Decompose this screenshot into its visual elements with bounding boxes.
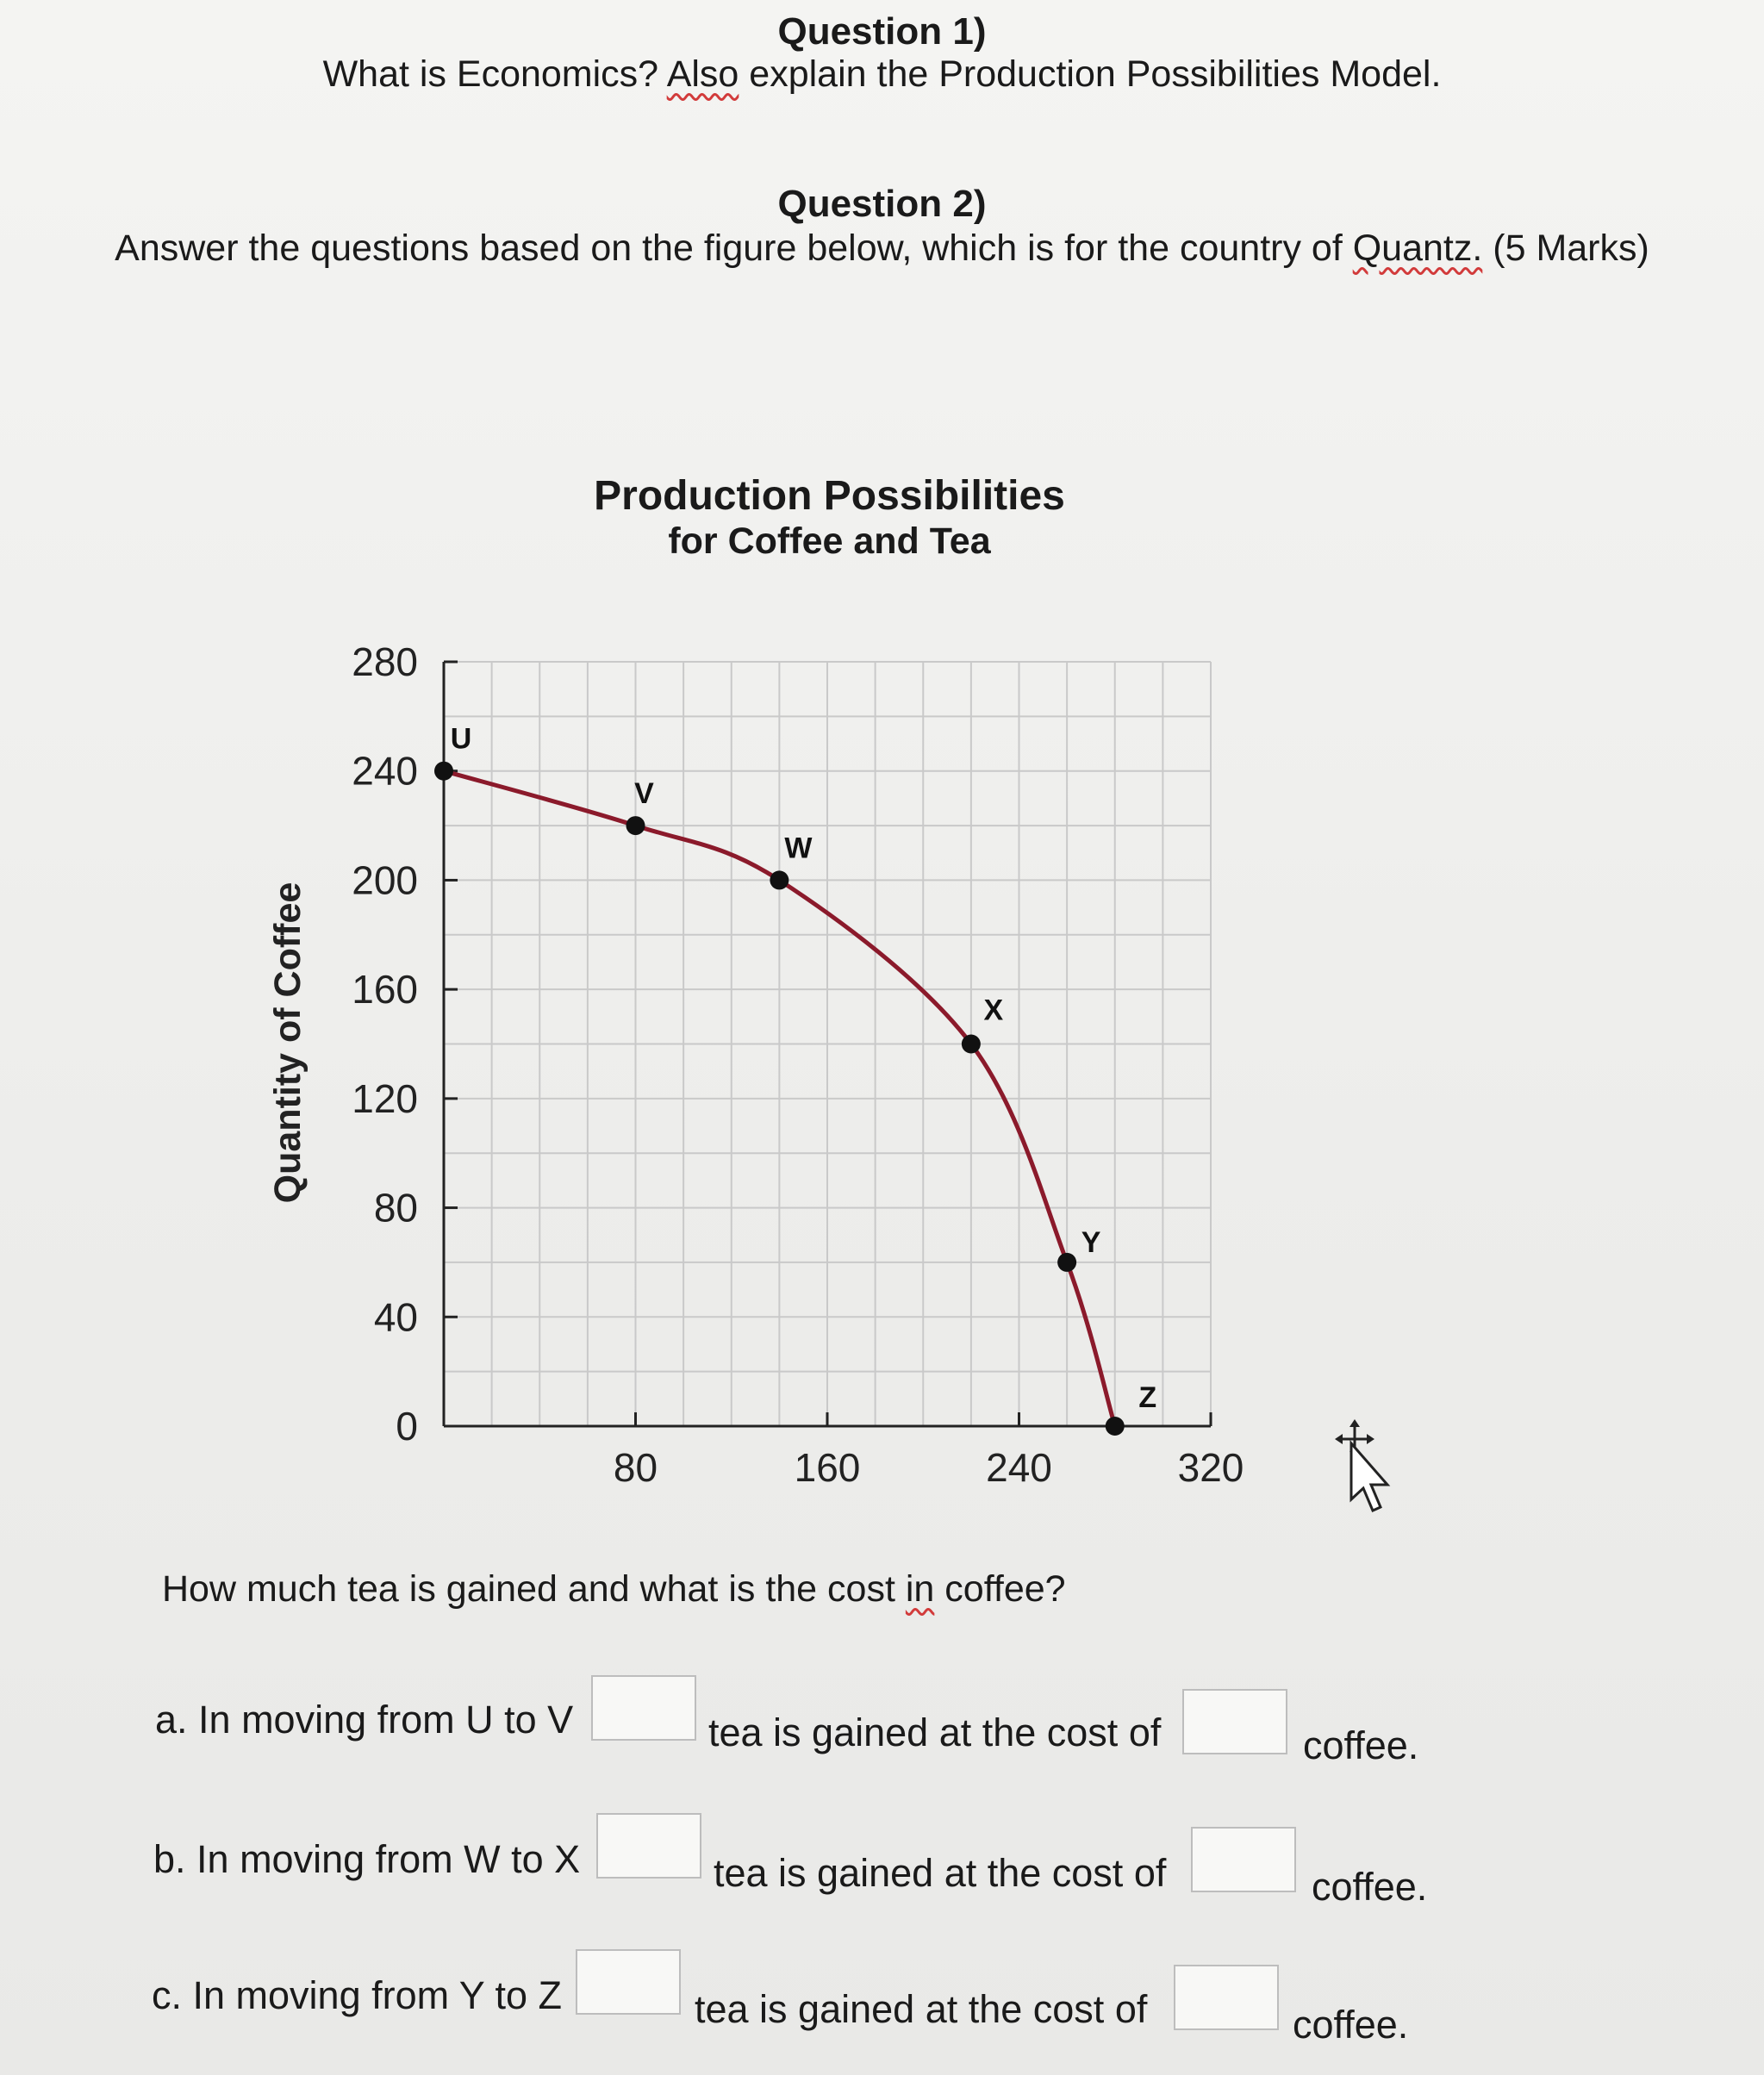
y-tick-label: 80 [373,1185,418,1231]
chart-grid [444,662,1211,1426]
chart-subtitle: for Coffee and Tea [668,520,991,562]
spellcheck-flagged-word: Also [666,53,739,95]
y-tick-label: 40 [373,1294,418,1340]
row-a-coffee-input[interactable] [1182,1689,1287,1754]
row-a-middle-text: tea is gained at the cost of [708,1710,1162,1754]
point-u-marker [434,762,453,781]
row-c-middle-text: tea is gained at the cost of [695,1987,1148,2031]
point-w-label: W [784,832,813,865]
question-prompt [162,1568,1066,1611]
x-tick-label: 80 [613,1445,658,1490]
question-1-title: Question 1) [777,10,987,53]
question-1-text [0,53,1764,96]
y-axis-title: Quantity of Coffee [267,882,309,1204]
row-a-tea-input[interactable] [591,1675,696,1741]
row-c-coffee-input[interactable] [1174,1965,1279,2030]
question-2-text [0,227,1764,270]
x-tick-label: 160 [794,1445,861,1490]
prompt-end: coffee? [944,1568,1066,1610]
y-tick-label: 240 [352,748,418,794]
row-c-tea-input[interactable] [576,1949,681,2015]
row-b-coffee-input[interactable] [1191,1827,1296,1892]
row-c-end-text: coffee. [1293,2003,1409,2047]
y-tick-label: 200 [352,857,418,903]
y-tick-label: 280 [352,639,418,684]
spellcheck-flagged-word: Quantz. [1352,227,1483,269]
production-possibilities-chart [250,629,1284,1491]
row-a-end-text: coffee. [1303,1723,1419,1767]
move-cursor-icon [1325,1418,1394,1521]
spellcheck-flagged-word: in [905,1568,935,1610]
x-tick-label: 320 [1177,1445,1244,1490]
question-1-text-end: explain the Production Possibilities Model. [749,53,1442,95]
point-u-label: U [450,722,472,756]
point-x-label: X [983,994,1004,1027]
ppf-points [434,723,1156,1436]
row-a-label: a. In moving from U to V [155,1698,574,1742]
y-tick-label: 160 [352,967,418,1013]
y-tick-label: 120 [352,1075,418,1121]
point-v-marker [626,816,645,835]
question-2-text-end: (5 Marks) [1493,227,1649,269]
chart-title: Production Possibilities [594,473,1065,519]
question-1-text-start: What is Economics? [322,53,659,95]
point-y-label: Y [1081,1225,1101,1259]
point-w-marker [770,870,789,889]
row-b-label: b. In moving from W to X [153,1837,581,1881]
point-x-marker [962,1035,981,1054]
point-y-marker [1057,1253,1076,1272]
x-tick-label: 240 [986,1445,1052,1490]
row-b-middle-text: tea is gained at the cost of [714,1851,1167,1895]
row-c-label: c. In moving from Y to Z [152,1973,563,2017]
point-z-label: Z [1138,1381,1157,1414]
prompt-start: How much tea is gained and what is the cost [162,1568,895,1610]
point-z-marker [1106,1417,1125,1436]
point-v-label: V [634,777,654,811]
chart-ticks [352,639,1244,1490]
row-b-end-text: coffee. [1312,1865,1428,1909]
question-2-title: Question 2) [777,183,987,225]
row-b-tea-input[interactable] [596,1813,701,1879]
question-2-text-start: Answer the questions based on the figure below, which is for the country of [115,227,1343,269]
y-tick-label: 0 [396,1404,418,1449]
